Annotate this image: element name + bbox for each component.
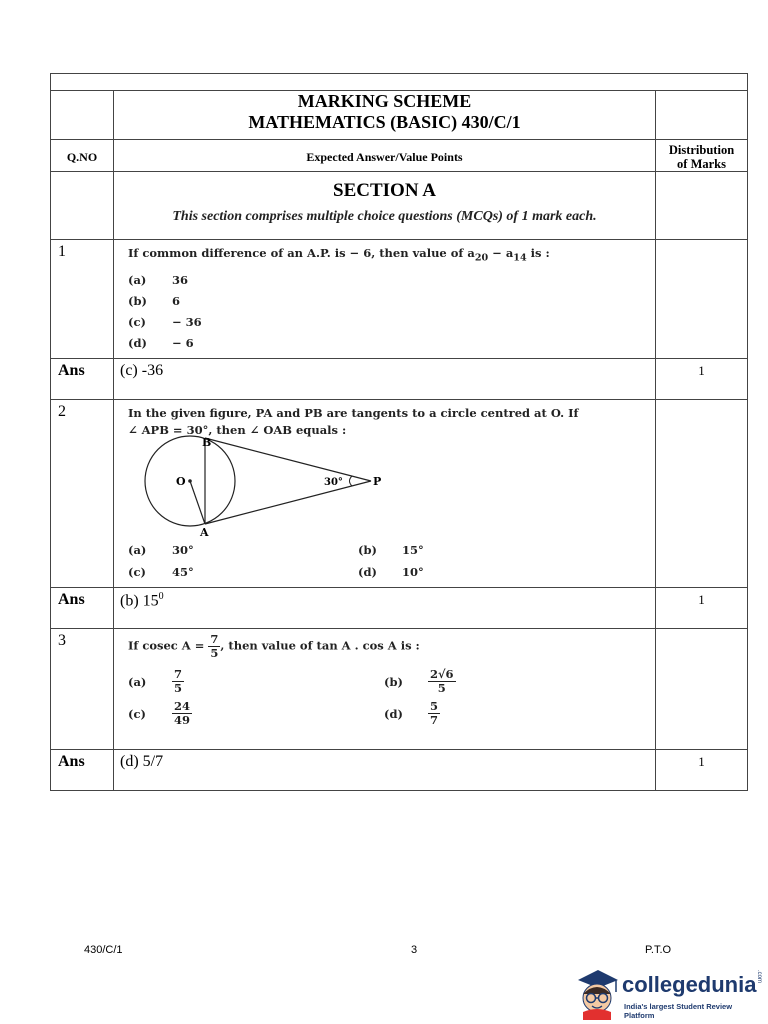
answer-text: (c) -36: [114, 359, 656, 400]
question-row-1: [51, 240, 748, 359]
question-number: 2: [51, 400, 114, 588]
footer-code: 430/C/1: [84, 944, 123, 956]
mark-value: 1: [656, 750, 748, 791]
question-row-3: [51, 629, 748, 750]
label-p: P: [373, 475, 382, 488]
tangent-figure: [142, 436, 402, 539]
answer-label: Ans: [51, 588, 114, 629]
col-header-expected: Expected Answer/Value Points: [114, 140, 656, 172]
col-header-marks: Distribution of Marks: [656, 140, 748, 172]
section-title: SECTION A: [333, 180, 436, 201]
question-body: [114, 400, 656, 588]
logo-tagline: India's largest Student Review Platform: [624, 1002, 733, 1020]
question-row-2: [51, 400, 748, 588]
question-number: 3: [51, 629, 114, 750]
answer-text: (d) 5/7: [114, 750, 656, 791]
option: (a) 30°: [128, 543, 194, 557]
top-empty-row: [51, 74, 748, 91]
option: (d) 10°: [358, 565, 424, 579]
option: (a) $\frac{7}{5}$: [128, 667, 183, 695]
mark-value: 1: [656, 588, 748, 629]
options-grid: [128, 668, 655, 738]
mascot-icon: [570, 966, 622, 1020]
options-grid: [128, 543, 655, 587]
option: (b) 6: [128, 294, 181, 309]
section-description: This section comprises multiple choice questions (MCQs) of 1 mark each.: [172, 209, 597, 224]
label-angle: 30°: [324, 477, 343, 488]
option: (c) $\frac{24}{49}$: [128, 699, 191, 727]
radius-oa: [190, 481, 205, 524]
section-row: [51, 172, 748, 240]
footer-page-number: 3: [411, 944, 418, 956]
logo-suffix: .com: [756, 970, 762, 984]
question-body: [114, 629, 656, 750]
label-a: A: [200, 526, 209, 539]
question-number: 1: [51, 240, 114, 359]
angle-arc: [350, 476, 353, 486]
question-text: If cosec A = $\frac{7}{5}$ , then value of tan A . cos A is :: [128, 632, 420, 660]
question-text: If common difference of an A.P. is − 6, then value of $a_{20} - a_{14}$ is :: [128, 246, 550, 264]
label-b: B: [202, 436, 212, 449]
collegedunia-logo: [570, 966, 760, 1020]
document-title: MARKING SCHEME MATHEMATICS (BASIC) 430/C/1: [114, 91, 656, 140]
answer-label: Ans: [51, 750, 114, 791]
answer-text: (b) $15^0$: [114, 588, 656, 629]
footer-pto: P.T.O: [645, 944, 672, 956]
option: (b) $\frac{2√6}{5}$: [384, 667, 454, 695]
fraction: $\frac{7}{5}$: [210, 632, 219, 660]
answer-row-2: [51, 588, 748, 629]
mark-value: 1: [656, 359, 748, 400]
marking-scheme-table: [50, 73, 748, 791]
answer-row-1: [51, 359, 748, 400]
logo-wordmark: collegedunia: [622, 972, 757, 997]
answer-label: Ans: [51, 359, 114, 400]
option: (a) 36: [128, 273, 189, 288]
option: (b) 15°: [358, 543, 424, 557]
centre-point: [188, 479, 192, 483]
option: (d) $\frac{5}{7}$: [384, 699, 439, 727]
answer-row-3: [51, 750, 748, 791]
option: (d) − 6: [128, 336, 194, 351]
label-o: O: [176, 475, 186, 488]
col-header-qno: Q.NO: [51, 140, 114, 172]
title-row: [51, 91, 748, 140]
option: (c) 45°: [128, 565, 194, 579]
option: (c) − 36: [128, 315, 202, 330]
question-text: In the given figure, PA and PB are tangents to a circle centred at O. If ∠ APB = 30°, then ∠ OAB equals :: [128, 406, 579, 437]
column-header-row: [51, 140, 748, 172]
question-body: [114, 240, 656, 359]
